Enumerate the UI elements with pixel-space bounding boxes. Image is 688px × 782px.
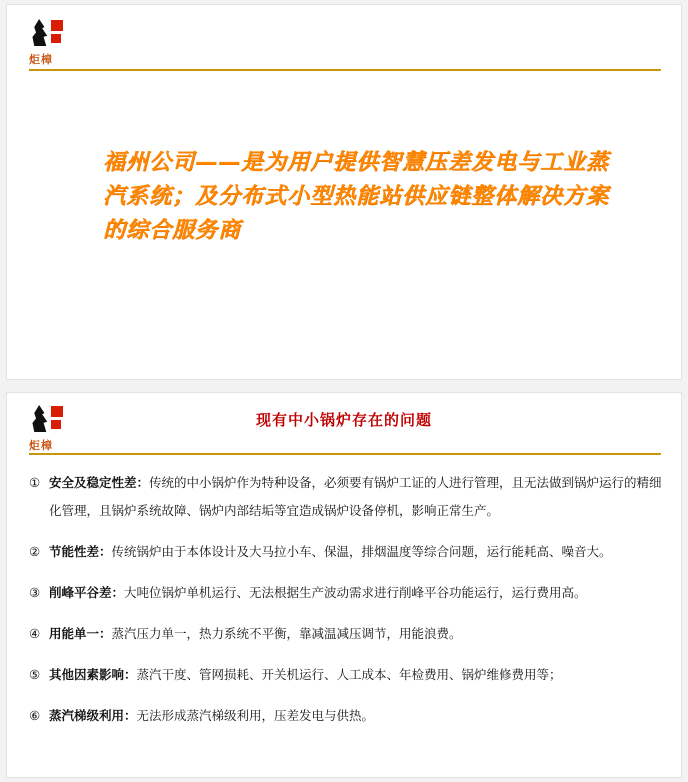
list-item-label: 其他因素影响： (49, 668, 137, 682)
list-item (29, 538, 669, 566)
company-logo (29, 19, 89, 65)
list-item (29, 469, 669, 525)
logo-square-top (51, 20, 63, 31)
list-item-number: ② (29, 545, 41, 559)
header-divider (29, 69, 661, 71)
list-item-label: 削峰平谷差： (49, 586, 125, 600)
slide-2 (6, 392, 682, 778)
list-item (29, 620, 669, 648)
list-item-text (49, 661, 669, 689)
list-item-body: 无法形成蒸汽梯级利用，压差发电与供热。 (136, 709, 375, 723)
logo-text: 炬樟 (29, 54, 53, 66)
list-item-body: 大吨位锅炉单机运行、无法根据生产波动需求进行削峰平谷功能运行，运行费用高。 (124, 586, 587, 600)
logo-text: 炬樟 (29, 440, 53, 452)
list-item-text (49, 702, 669, 730)
flame-logo-icon (29, 19, 79, 49)
list-item (29, 661, 669, 689)
list-item-label: 安全及稳定性差： (49, 476, 150, 490)
list-item-number: ④ (29, 627, 41, 641)
list-item-number: ⑥ (29, 709, 41, 723)
list-item-body: 蒸汽干度、管网损耗、开关机运行、人工成本、年检费用、锅炉维修费用等； (136, 668, 562, 682)
header-divider (29, 453, 661, 455)
list-item (29, 579, 669, 607)
flame-shape (31, 19, 49, 46)
list-item-label: 节能性差： (49, 545, 112, 559)
list-item-text (49, 538, 669, 566)
slide-1 (6, 4, 682, 380)
list-item-number: ③ (29, 586, 41, 600)
list-item-number: ⑤ (29, 668, 41, 682)
problem-list (29, 469, 669, 743)
list-item-label: 用能单一： (49, 627, 112, 641)
list-item-text (49, 579, 669, 607)
list-item-body: 蒸汽压力单一，热力系统不平衡，靠减温减压调节，用能浪费。 (111, 627, 462, 641)
logo-square-bottom (51, 34, 61, 43)
list-item-number: ① (29, 476, 41, 490)
list-item (29, 702, 669, 730)
slide-1-title: 福州公司——是为用户提供智慧压差发电与工业蒸汽系统；及分布式小型热能站供应链整体解决方案的综合服务商 (103, 149, 610, 243)
list-item-text (49, 620, 669, 648)
list-item-body: 传统的中小锅炉作为特种设备，必须要有锅炉工证的人进行管理，且无法做到锅炉运行的精细化管理，且锅炉系统故障、锅炉内部结垢等宜造成锅炉设备停机，影响正常生产。 (49, 476, 662, 518)
list-item-body: 传统锅炉由于本体设计及大马拉小车、保温，排烟温度等综合问题，运行能耗高、噪音大。 (111, 545, 612, 559)
list-item-text (49, 469, 669, 525)
slide-2-title: 现有中小锅炉存在的问题 (255, 412, 432, 429)
list-item-label: 蒸汽梯级利用： (49, 709, 137, 723)
